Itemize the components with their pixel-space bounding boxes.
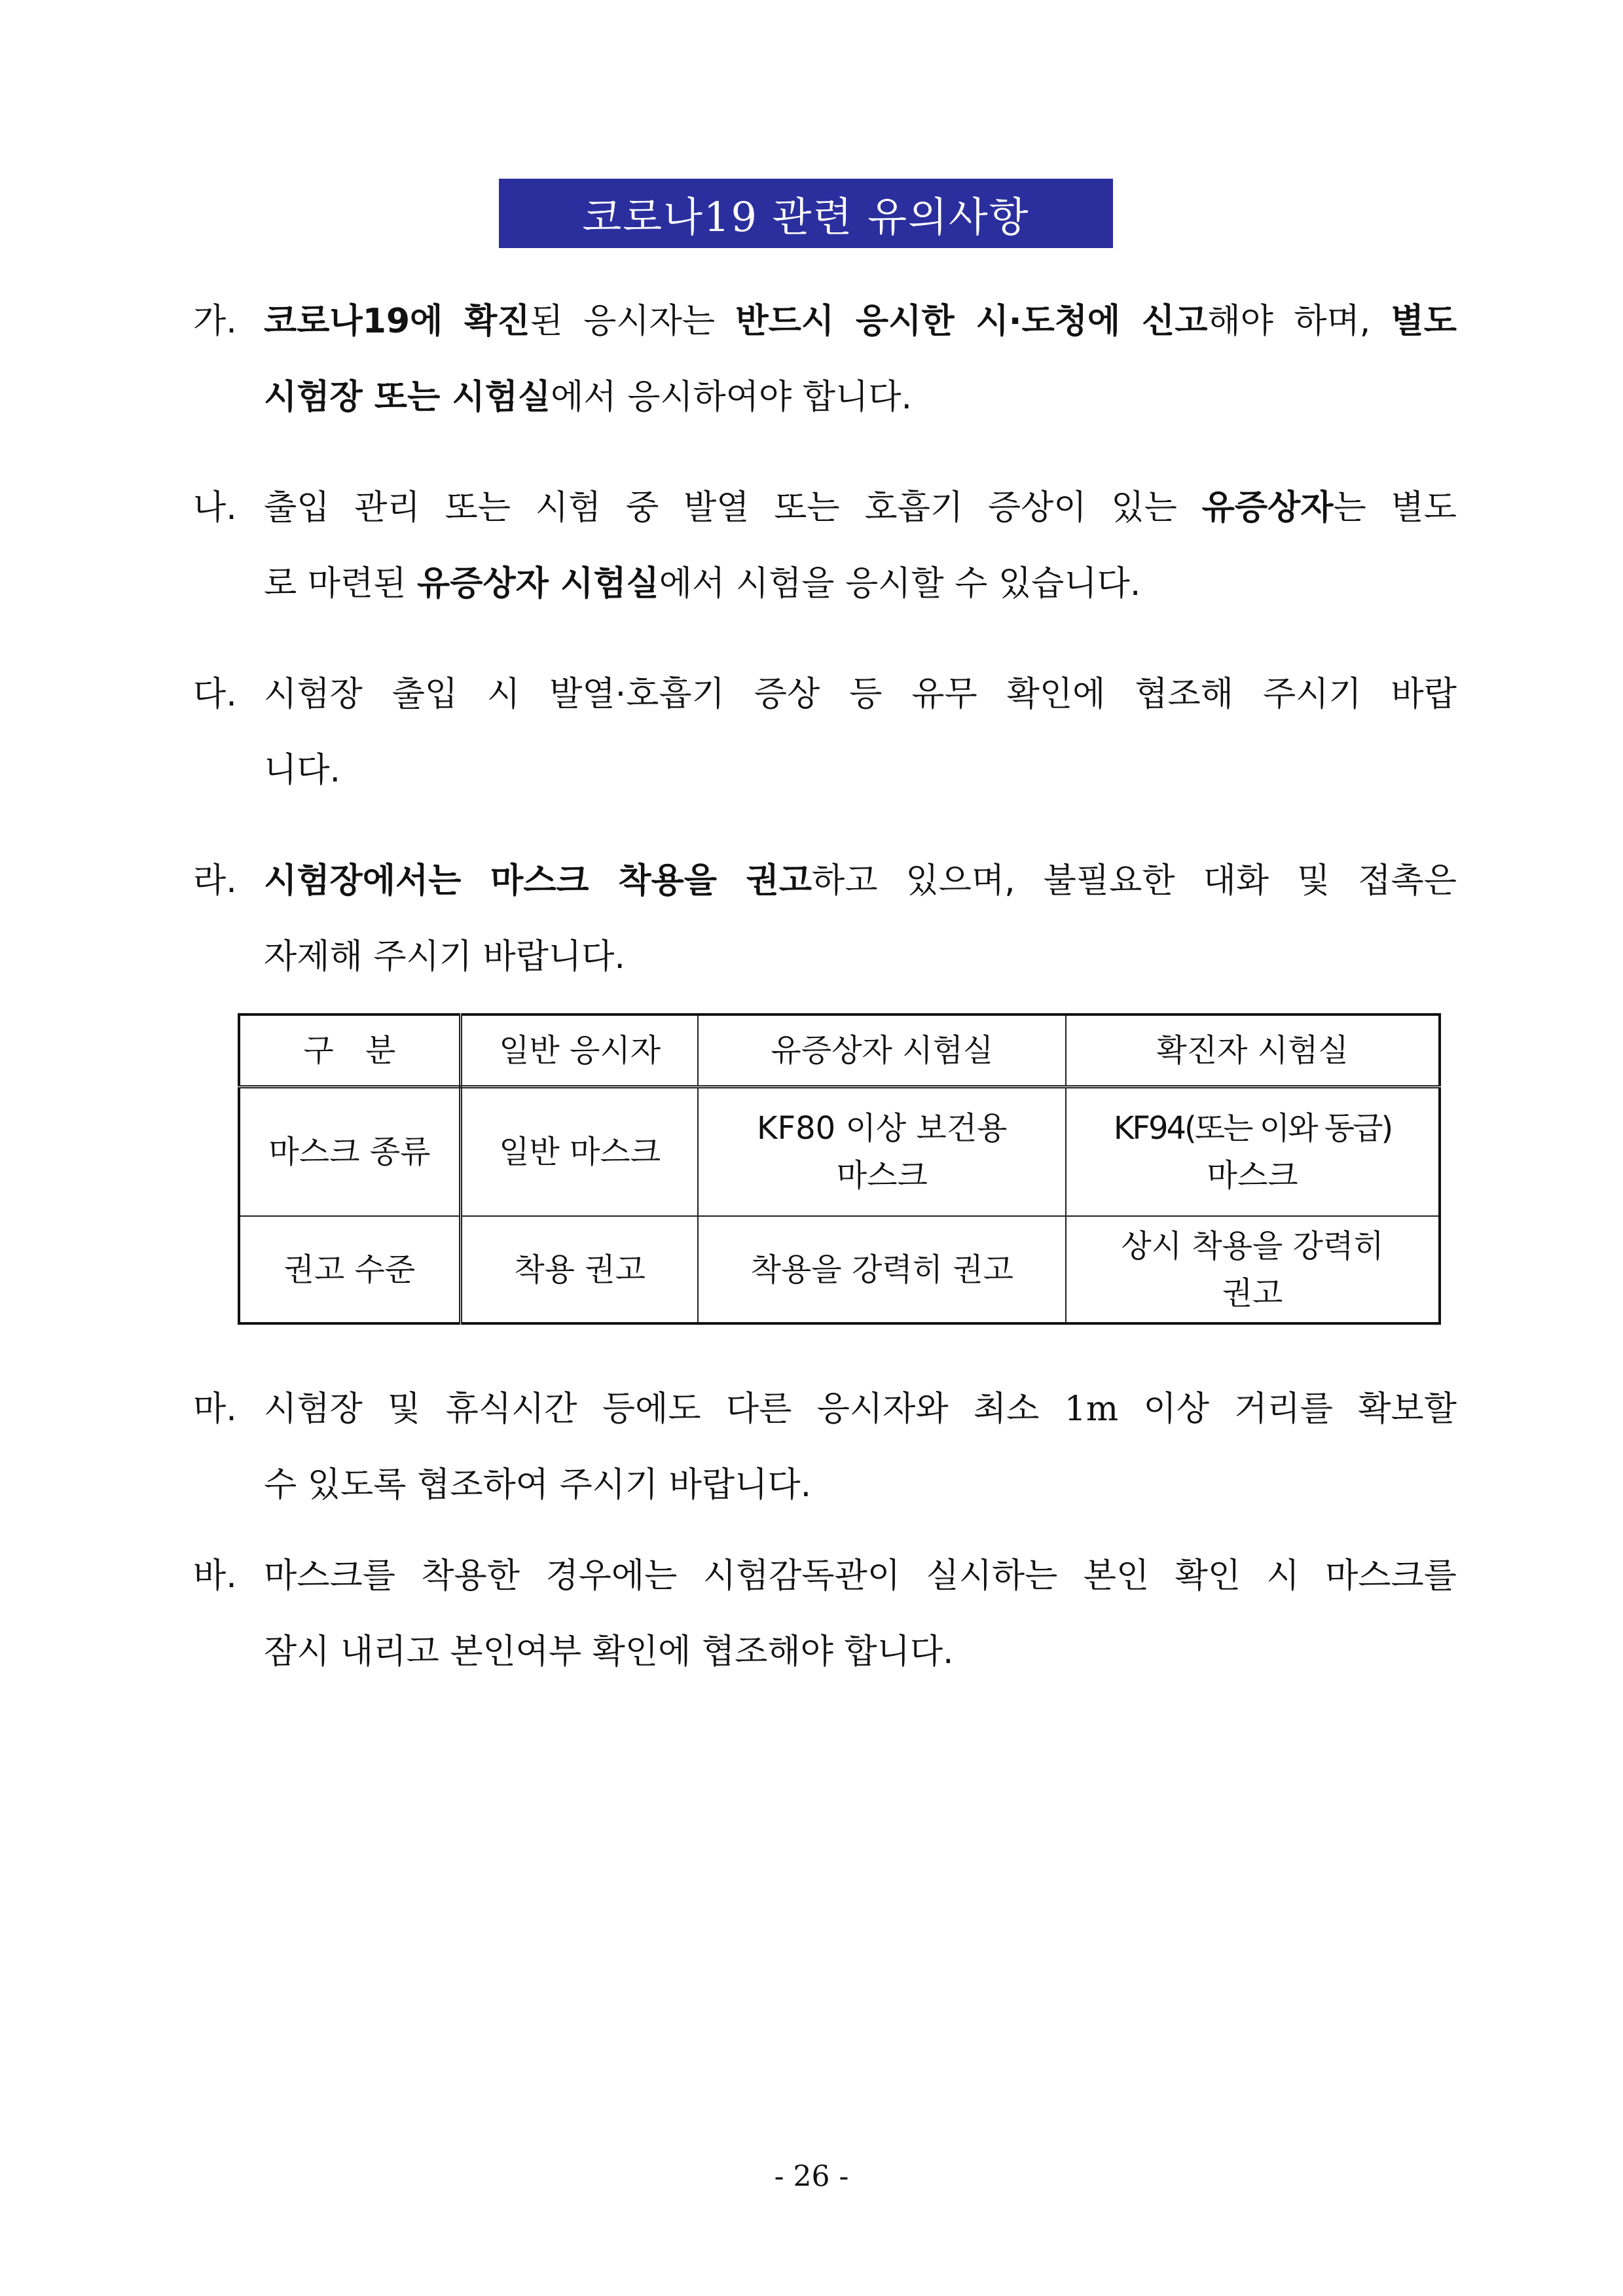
item-text: 하고 있으며, 불필요한 대화 및 접촉은: [811, 861, 1457, 901]
item-text-bold: 시험장 또는 시험실: [264, 378, 551, 417]
item-text: 에서 시험을 응시할 수 있습니다.: [659, 564, 1141, 603]
table-cell: [1066, 1086, 1440, 1216]
notice-item-na: [193, 470, 1457, 622]
section-title-text: 코로나19 관련 유의사항: [582, 192, 1030, 241]
item-text-bold: 유증상자: [1201, 488, 1334, 528]
table-cell: 착용 권고: [460, 1216, 698, 1323]
table-cell: [698, 1216, 1066, 1323]
item-marker: 나.: [193, 488, 237, 528]
item-text: 니다.: [264, 751, 340, 790]
item-text: 마스크를 착용한 경우에는 시험감독관이 실시하는 본인 확인 시 마스크를: [264, 1556, 1457, 1596]
item-text-bold: 반드시 응시한 시·도청에 신고: [735, 302, 1208, 341]
item-text: 1m: [1064, 1390, 1119, 1429]
table-cell-label: 권고 수준: [239, 1216, 460, 1323]
table-header-row: [239, 1014, 1440, 1086]
table-header-cell: 구 분: [239, 1014, 460, 1086]
item-text: 출입 관리 또는 시험 중 발열 또는 호흡기 증상이 있는: [264, 488, 1202, 528]
item-text: 잠시 내리고 본인여부 확인에 협조해야 합니다.: [264, 1632, 954, 1672]
mask-guideline-table: [238, 1013, 1441, 1322]
item-text: 된 응시자는: [530, 302, 736, 341]
item-text-bold: 코로나19에 확진: [264, 302, 530, 341]
notice-item-ba: [193, 1538, 1457, 1690]
item-text: 시험장 및 휴식시간 등에도 다른 응시자와 최소: [264, 1390, 1065, 1429]
item-text: 로 마련된: [264, 564, 417, 603]
item-text: 는 별도: [1333, 488, 1457, 528]
table-header-cell: 유증상자 시험실: [698, 1014, 1066, 1086]
table-cell-line: 권고: [1222, 1274, 1283, 1312]
notice-item-ra: [193, 843, 1457, 995]
table-row: [239, 1086, 1440, 1216]
table-row: [239, 1216, 1440, 1323]
item-text: 자제해 주시기 바랍니다.: [264, 937, 625, 977]
item-text: 해야 하며,: [1207, 302, 1391, 341]
item-text: 이상 거리를 확보할: [1118, 1390, 1457, 1429]
table-cell-label: 마스크 종류: [239, 1086, 460, 1216]
table-cell: [698, 1086, 1066, 1216]
table-cell: 일반 마스크: [460, 1086, 698, 1216]
item-text: 수 있도록 협조하여 주시기 바랍니다.: [264, 1465, 812, 1505]
item-text-bold: 시험장에서는 마스크 착용을 권고: [264, 861, 812, 901]
table-header-cell: 일반 응시자: [460, 1014, 698, 1086]
table-cell-line: 상시 착용을 강력히: [1121, 1227, 1384, 1265]
item-text-bold: 유증상자 시험실: [417, 564, 659, 603]
item-marker: 마.: [193, 1390, 237, 1429]
section-title: [499, 179, 1113, 248]
table-header-cell: 확진자 시험실: [1066, 1014, 1440, 1086]
notice-item-ga: [193, 283, 1457, 435]
item-marker: 다.: [193, 675, 237, 714]
table-cell: [1066, 1216, 1440, 1323]
table-cell-line: KF80 이상 보건용: [757, 1109, 1008, 1147]
item-text: 에서 응시하여야 합니다.: [551, 378, 912, 417]
item-text-bold: 별도: [1391, 302, 1457, 341]
table-cell-line: 마스크: [836, 1157, 928, 1194]
item-marker: 바.: [193, 1556, 237, 1596]
item-marker: 가.: [193, 302, 237, 341]
page-number: - 26 -: [774, 2160, 849, 2193]
item-marker: 라.: [193, 861, 237, 901]
notice-item-ma: [193, 1371, 1457, 1523]
notice-item-da: [193, 656, 1457, 808]
item-text: 시험장 출입 시 발열·호흡기 증상 등 유무 확인에 협조해 주시기 바랍: [264, 675, 1457, 714]
table-cell-line: KF94(또는 이와 동급): [1113, 1109, 1392, 1147]
table-cell-line: 착용을 강력히 권고: [750, 1251, 1014, 1288]
table-cell-line: 마스크: [1207, 1157, 1298, 1194]
